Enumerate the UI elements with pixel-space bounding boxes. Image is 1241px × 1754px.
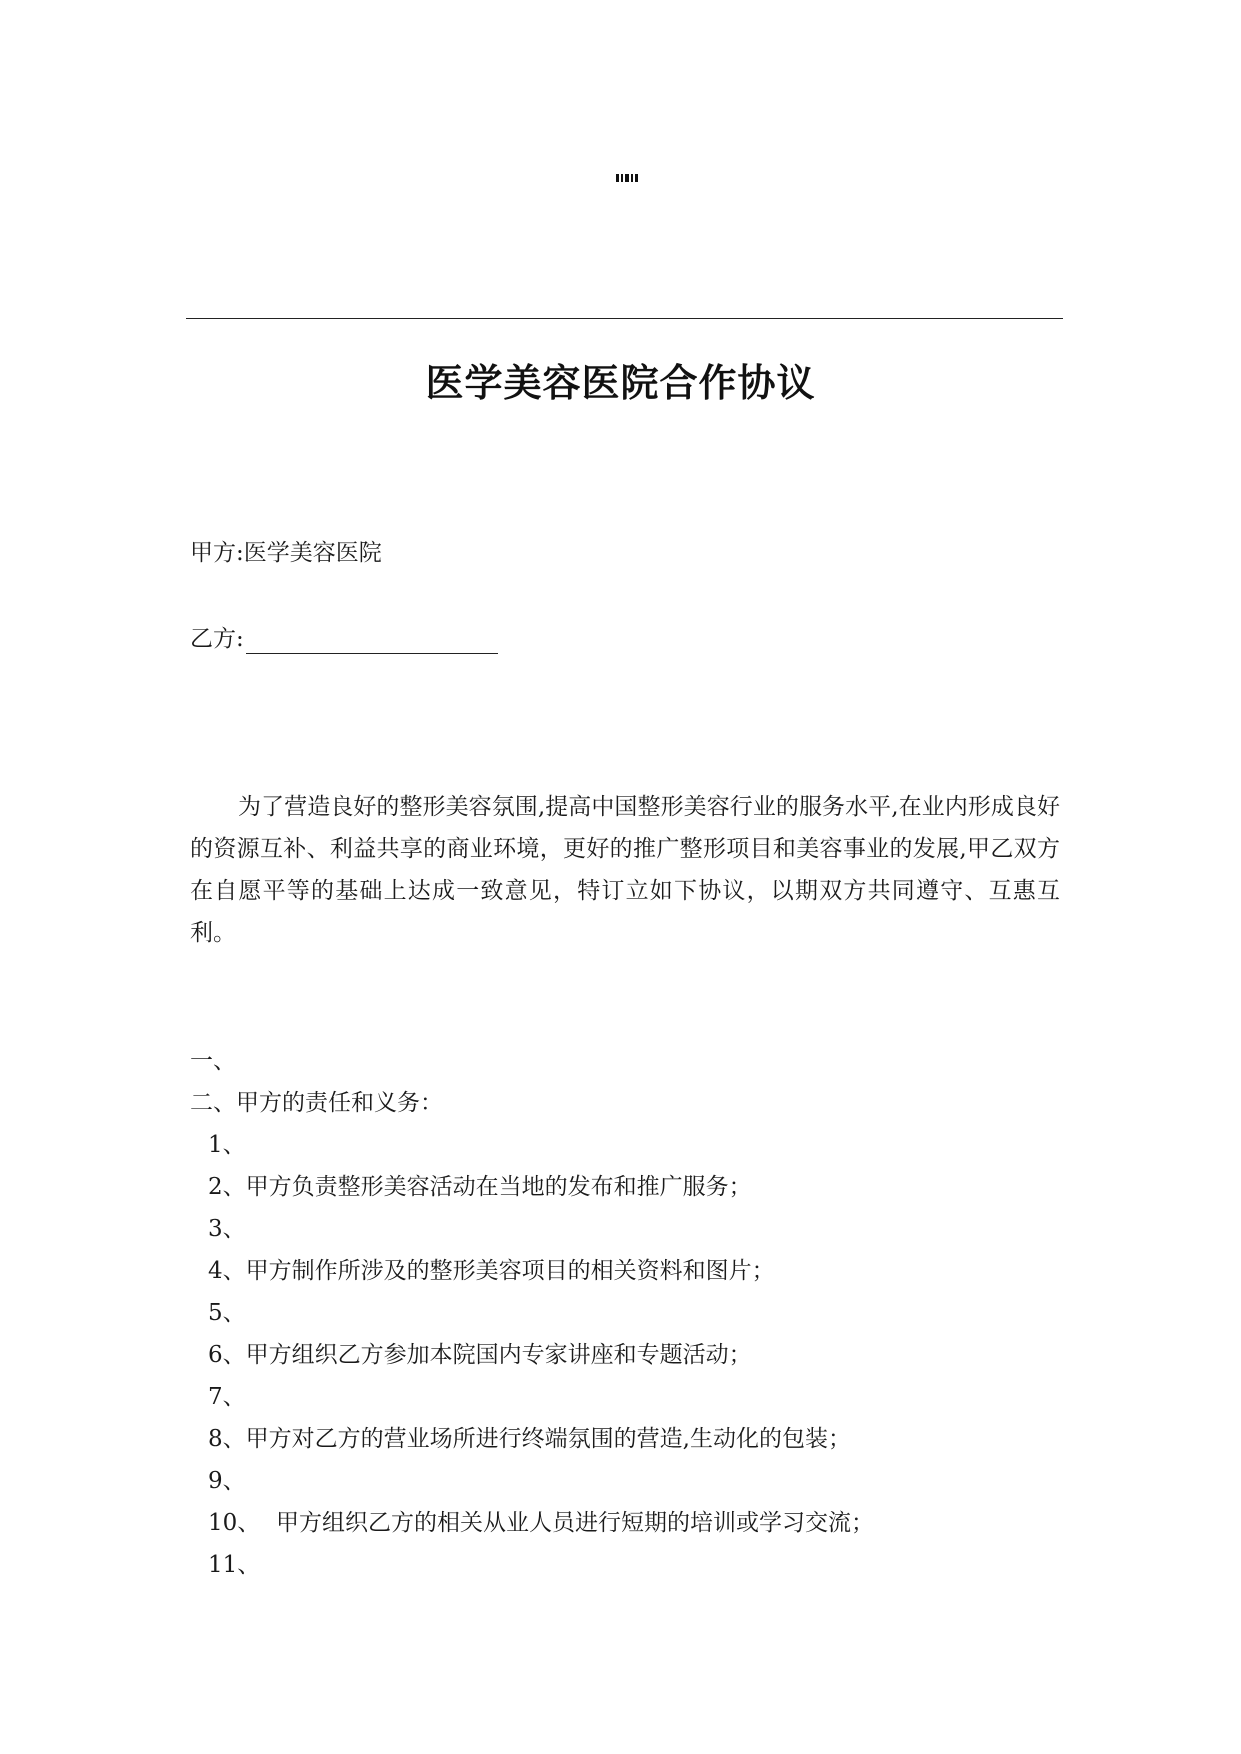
section-heading-1: 一、 (190, 1048, 236, 1074)
party-b-blank (246, 631, 498, 654)
item-text: 甲方组织乙方参加本院国内专家讲座和专题活动； (245, 1342, 752, 1368)
item-number: 4、 (208, 1258, 246, 1284)
list-item (190, 1502, 1060, 1544)
list-item (190, 1250, 1060, 1292)
list-item (190, 1418, 1060, 1460)
document-title: 医学美容医院合作协议 (425, 361, 816, 405)
item-text: 甲方对乙方的营业场所进行终端氛围的营造,生动化的包装； (245, 1426, 851, 1452)
list-item (190, 1334, 1060, 1376)
intro-paragraph: 为了营造良好的整形美容氛围,提高中国整形美容行业的服务水平,在业内形成良好的资源互补、利益共享的商业环境，更好的推广整形项目和美容事业的发展,甲乙双方在自愿平等的基础上达成一致意见，特订立如下协议，以期双方共同遵守、互惠互利。 (190, 794, 1060, 946)
item-text: 甲方负责整形美容活动在当地的发布和推广服务； (245, 1174, 752, 1200)
header-mark-icon (616, 172, 638, 184)
list-item (190, 1208, 1060, 1250)
party-a-line: 甲方:医学美容医院 (190, 540, 382, 566)
item-number: 7、 (208, 1384, 246, 1410)
list-item (190, 1544, 1060, 1586)
list-item (190, 1460, 1060, 1502)
item-number: 8、 (208, 1426, 246, 1452)
item-text: 甲方制作所涉及的整形美容项目的相关资料和图片； (245, 1258, 775, 1284)
list-item (190, 1124, 1060, 1166)
party-b-line (190, 624, 498, 654)
item-number: 10、 (208, 1510, 261, 1536)
section-heading-2: 二、甲方的责任和义务： (190, 1090, 443, 1116)
item-number: 2、 (208, 1174, 246, 1200)
item-number: 3、 (208, 1216, 246, 1242)
item-number: 9、 (208, 1468, 246, 1494)
party-b-label: 乙方: (190, 626, 244, 652)
item-text: 甲方组织乙方的相关从业人员进行短期的培训或学习交流； (276, 1510, 874, 1536)
list-item (190, 1376, 1060, 1418)
item-number: 6、 (208, 1342, 246, 1368)
list-item (190, 1166, 1060, 1208)
item-number: 11、 (208, 1552, 261, 1578)
item-number: 5、 (208, 1300, 246, 1326)
header-rule (186, 318, 1063, 319)
item-number: 1、 (208, 1132, 246, 1158)
clause-list (190, 1040, 1060, 1586)
list-item (190, 1292, 1060, 1334)
